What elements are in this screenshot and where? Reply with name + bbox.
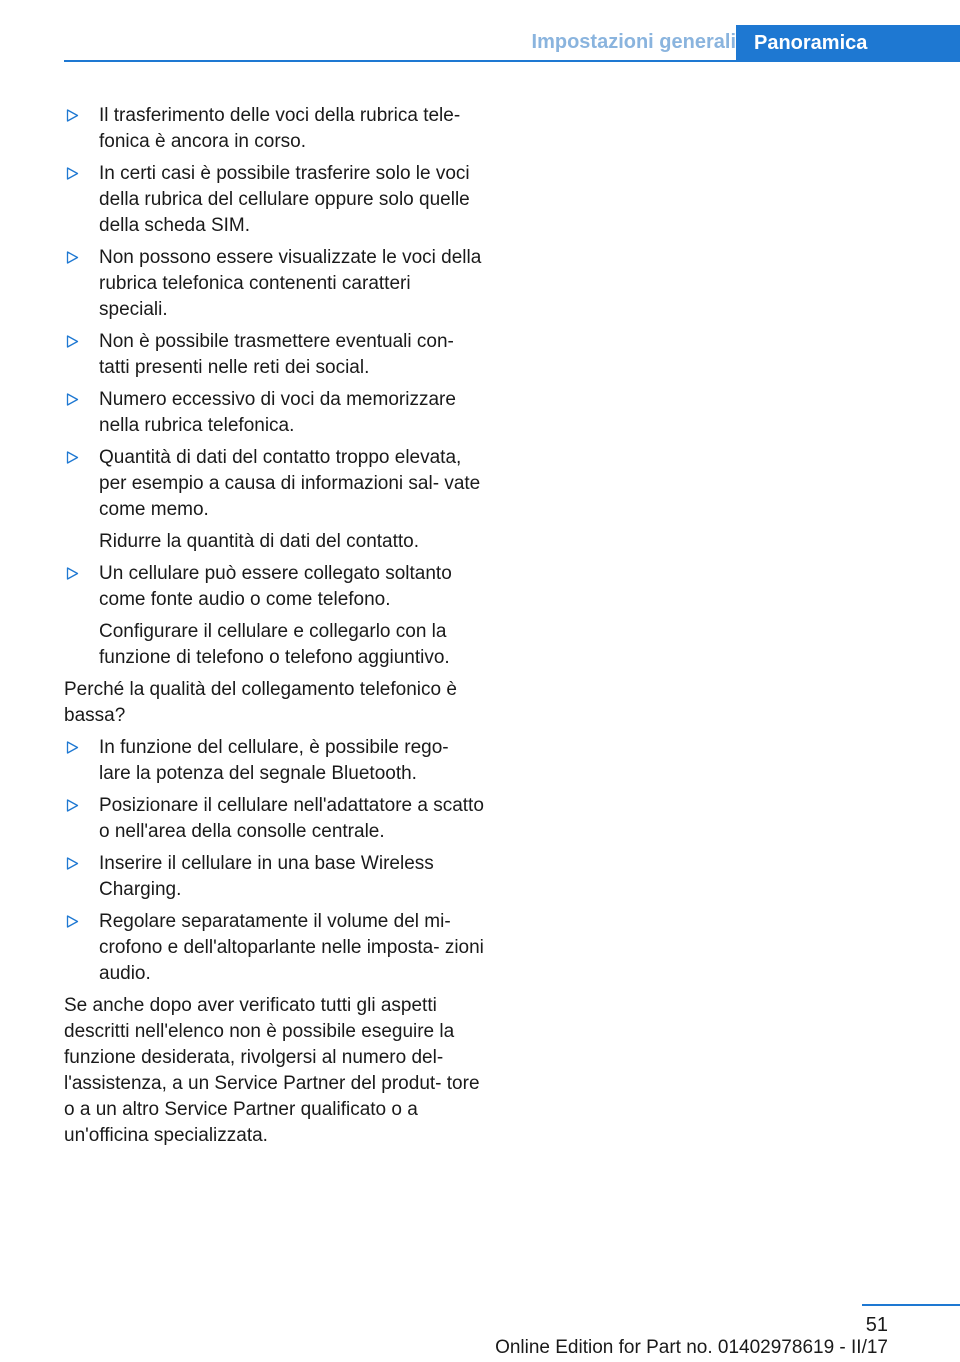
list-item-text: Il trasferimento delle voci della rubrica tele‐ fonica è ancora in corso.: [99, 105, 461, 152]
page-header: [64, 25, 960, 62]
footer-divider: [862, 1304, 960, 1306]
closing-paragraph: Se anche dopo aver verificato tutti gli aspetti descritti nell'elenco non è possibile eseguire la funzione desiderata, rivolgersi al numero del‐ l'assistenza, a un Service Partner del produt‐ tore o a un altro Service Partner qualificato o a un'officina specializzata.: [64, 995, 480, 1146]
list-item: [64, 735, 484, 787]
call-quality-list: [64, 735, 484, 987]
list-item-text: In funzione del cellulare, è possibile rego‐ lare la potenza del segnale Bluetooth.: [99, 737, 449, 784]
triangle-right-outline-icon: [66, 390, 79, 408]
edition-note: Online Edition for Part no. 01402978619 - II/17: [495, 1337, 888, 1358]
list-item-text: Regolare separatamente il volume del mi‐ crofono e dell'altoparlante nelle imposta‐ zioni audio.: [99, 911, 484, 984]
list-item: [64, 329, 484, 381]
triangle-right-outline-icon: [66, 738, 79, 756]
triangle-right-outline-icon: [66, 854, 79, 872]
list-item-text: Un cellulare può essere collegato soltanto come fonte audio o come telefono.: [99, 563, 452, 610]
question-heading: Perché la qualità del collegamento telefonico è bassa?: [64, 679, 457, 726]
list-item: [64, 793, 484, 845]
list-item-text: Numero eccessivo di voci da memorizzare nella rubrica telefonica.: [99, 389, 456, 436]
list-item-text: Non possono essere visualizzate le voci della rubrica telefonica contenenti caratteri speciali.: [99, 247, 482, 320]
list-item-action: Ridurre la quantità di dati del contatto.: [99, 531, 420, 552]
triangle-right-outline-icon: [66, 796, 79, 814]
main-content: [64, 103, 484, 1155]
troubleshooting-list: [64, 103, 484, 671]
list-item: [64, 245, 484, 323]
triangle-right-outline-icon: [66, 164, 79, 182]
list-item: [64, 851, 484, 903]
list-item: [64, 161, 484, 239]
list-item-text: Non è possibile trasmettere eventuali con‐ tatti presenti nelle reti dei social.: [99, 331, 454, 378]
triangle-right-outline-icon: [66, 912, 79, 930]
list-item: [64, 909, 484, 987]
triangle-right-outline-icon: [66, 248, 79, 266]
list-item-text: Inserire il cellulare in una base Wireless Charging.: [99, 853, 434, 900]
page-number: 51: [865, 1314, 888, 1336]
list-item: [64, 103, 484, 155]
list-item-text: Posizionare il cellulare nell'adattatore a scatto o nell'area della consolle centrale.: [99, 795, 484, 842]
list-item: [64, 561, 484, 671]
list-item: [64, 387, 484, 439]
list-item: [64, 445, 484, 555]
list-item-text: Quantità di dati del contatto troppo elevata, per esempio a causa di informazioni sal‐ vate come memo.: [99, 447, 481, 520]
header-section-title: Impostazioni generali: [531, 31, 736, 53]
triangle-right-outline-icon: [66, 106, 79, 124]
list-item-action: Configurare il cellulare e collegarlo con la funzione di telefono o telefono aggiuntivo.: [99, 621, 450, 668]
list-item-text: In certi casi è possibile trasferire solo le voci della rubrica del cellulare oppure solo quelle della scheda SIM.: [99, 163, 470, 236]
header-tab-panoramica: Panoramica: [736, 25, 960, 60]
triangle-right-outline-icon: [66, 332, 79, 350]
triangle-right-outline-icon: [66, 564, 79, 582]
triangle-right-outline-icon: [66, 448, 79, 466]
